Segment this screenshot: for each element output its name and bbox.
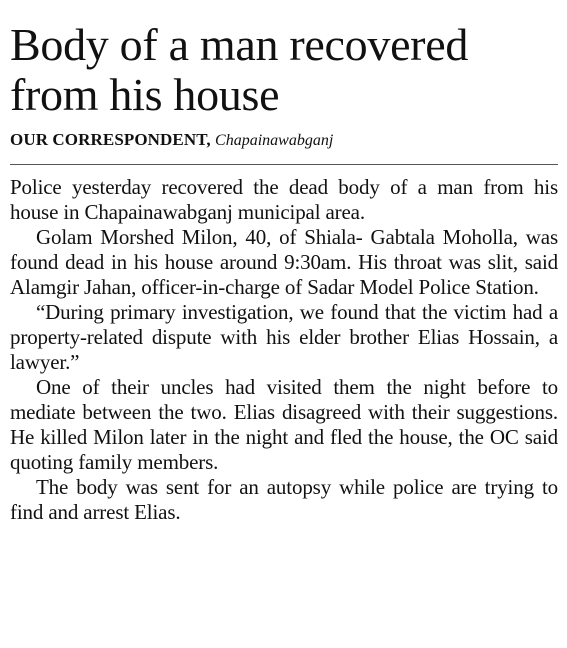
byline-location: Chapainawabganj — [215, 132, 334, 149]
article-paragraph-2: Golam Morshed Milon, 40, of Shiala- Gabtala Moholla, was found dead in his house around 9:30am. His throat was slit, said Alamgir Jahan, officer-in-charge of Sadar Model Police Station. — [10, 225, 558, 299]
article-body — [10, 175, 558, 525]
article-paragraph-4: One of their uncles had visited them the night before to mediate between the two. Elias disagreed with their suggestions. He killed Milon later in the night and fled the house, the OC said quoting family members. — [10, 375, 558, 474]
article-paragraph-5: The body was sent for an autopsy while police are trying to find and arrest Elias. — [10, 475, 558, 524]
article-headline: Body of a man recovered from his house — [10, 19, 469, 120]
divider-rule — [10, 164, 558, 165]
byline-author: OUR CORRESPONDENT, — [10, 130, 211, 149]
news-article — [10, 0, 558, 525]
article-paragraph-1: Police yesterday recovered the dead body of a man from his house in Chapainawabganj municipal area. — [10, 175, 558, 224]
article-paragraph-3: “During primary investigation, we found that the victim had a property-related dispute with his elder brother Elias Hossain, a lawyer.” — [10, 300, 558, 374]
byline — [10, 129, 558, 152]
